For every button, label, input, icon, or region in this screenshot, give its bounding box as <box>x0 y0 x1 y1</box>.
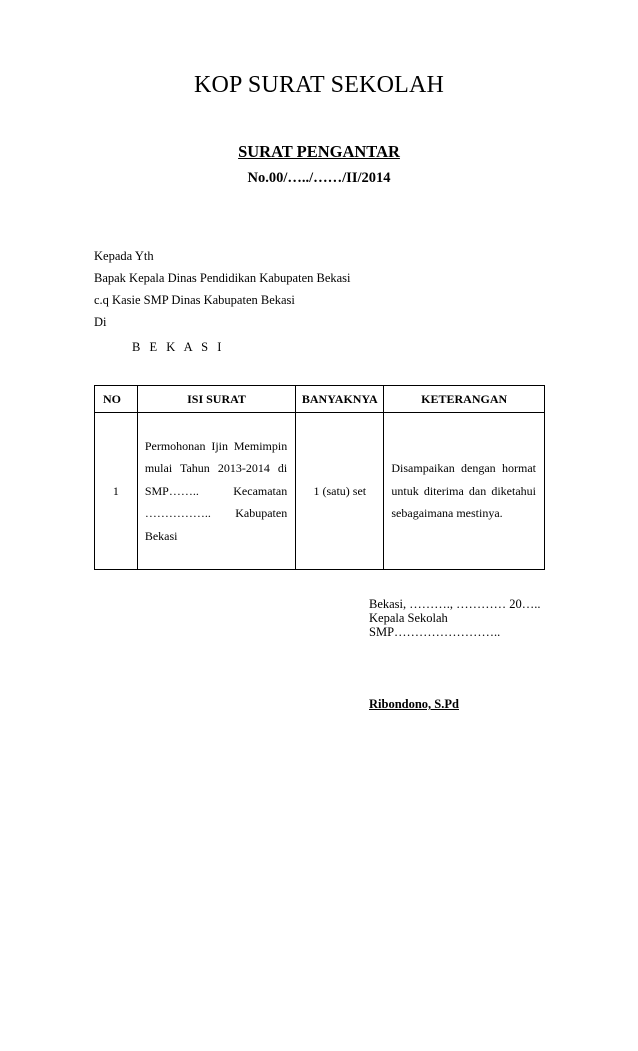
address-line-di: Di <box>94 315 107 329</box>
cell-keterangan <box>384 413 545 570</box>
cell-no: 1 <box>95 413 138 570</box>
letter-number: No.00/…../……/II/2014 <box>247 170 391 186</box>
letter-title: SURAT PENGANTAR <box>238 142 400 161</box>
cell-isi-surat <box>137 413 295 570</box>
keterangan-text: Disampaikan dengan hormat untuk diterima dan diketahui sebagaimana mestinya. <box>391 461 536 521</box>
header-keterangan: KETERANGAN <box>384 386 545 413</box>
cell-banyaknya: 1 (satu) set <box>296 413 384 570</box>
header-isi-surat: ISI SURAT <box>137 386 295 413</box>
recipient-address <box>94 245 351 358</box>
letterhead-title: KOP SURAT SEKOLAH <box>193 72 445 98</box>
address-city: B E K A S I <box>132 340 225 354</box>
signer-role: Kepala Sekolah <box>369 611 448 625</box>
header-banyaknya: BANYAKNYA <box>296 386 384 413</box>
address-line-cq: c.q Kasie SMP Dinas Kabupaten Bekasi <box>94 293 295 307</box>
signer-name: Ribondono, S.Pd <box>369 697 459 711</box>
table-row <box>95 413 545 570</box>
signer-school: SMP…………………….. <box>369 625 501 639</box>
address-line-recipient: Bapak Kepala Dinas Pendidikan Kabupaten Bekasi <box>94 271 351 285</box>
contents-table <box>94 385 545 570</box>
table-header-row <box>95 386 545 413</box>
signature-block <box>369 597 541 639</box>
header-no: NO <box>95 386 138 413</box>
place-date: Bekasi, ………., ………… 20….. <box>369 597 541 611</box>
isi-surat-text: Permohonan Ijin Memimpin mulai Tahun 2013-2014 di SMP…….. Kecamatan …………….. Kabupaten Bekasi <box>144 438 288 543</box>
address-line-greeting: Kepada Yth <box>94 249 154 263</box>
